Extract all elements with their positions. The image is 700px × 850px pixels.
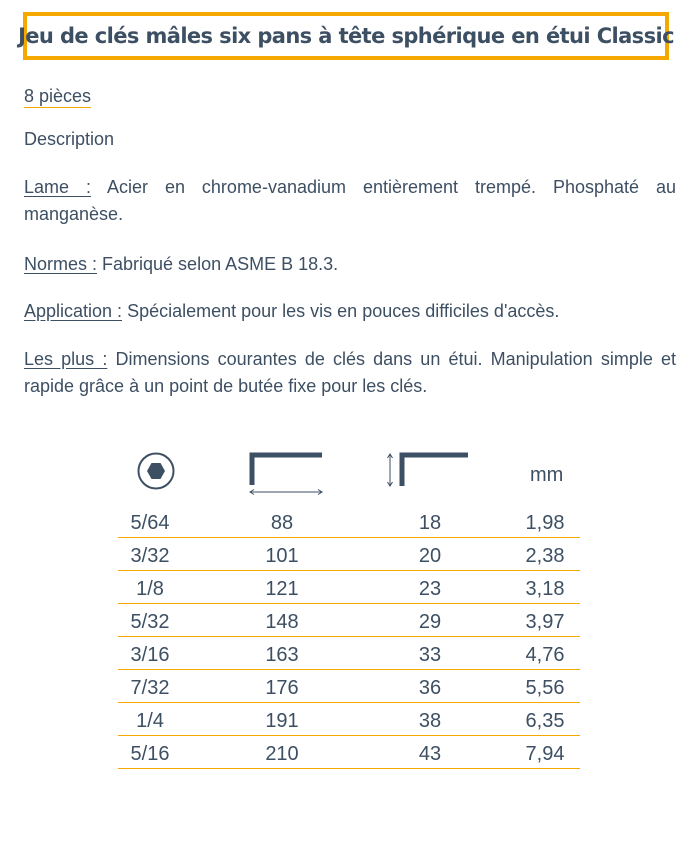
description-heading: Description bbox=[24, 129, 115, 149]
size-inch-cell: 5/16 bbox=[130, 743, 170, 765]
title-box bbox=[18, 12, 674, 60]
plus-label: Les plus : bbox=[24, 349, 108, 369]
short-arm-cell: 38 bbox=[418, 710, 442, 732]
page-title: Jeu de clés mâles six pans à tête sphérique en étui Classic bbox=[18, 24, 674, 48]
size-mm-cell: 6,35 bbox=[525, 710, 565, 732]
long-arm-cell: 88 bbox=[270, 512, 294, 534]
long-arm-cell: 210 bbox=[265, 743, 299, 765]
long-arm-cell: 101 bbox=[265, 545, 299, 567]
short-arm-cell: 23 bbox=[418, 578, 442, 600]
lame-section bbox=[24, 174, 676, 228]
size-mm-cell: 3,97 bbox=[525, 611, 565, 633]
plus-text: Dimensions courantes de clés dans un étui. Manipulation simple et rapide grâce à un point de butée fixe pour les clés. bbox=[24, 349, 677, 396]
size-mm-cell: 7,94 bbox=[525, 743, 565, 765]
lame-text: Acier en chrome-vanadium entièrement trempé. Phosphaté au manganèse. bbox=[24, 177, 677, 224]
size-mm-cell: 2,38 bbox=[525, 545, 565, 567]
table-row bbox=[118, 736, 580, 769]
size-mm-cell: 1,98 bbox=[525, 512, 565, 534]
table-row bbox=[118, 670, 580, 703]
size-mm-cell: 4,76 bbox=[525, 644, 565, 666]
dimensions-table bbox=[118, 447, 580, 769]
table-row bbox=[118, 538, 580, 571]
mm-unit-label: mm bbox=[530, 464, 564, 486]
table-row bbox=[118, 571, 580, 604]
size-inch-cell: 7/32 bbox=[130, 677, 170, 699]
size-inch-cell: 3/16 bbox=[130, 644, 170, 666]
normes-text: Fabriqué selon ASME B 18.3. bbox=[97, 254, 339, 274]
table-header bbox=[118, 447, 580, 505]
size-inch-cell: 1/8 bbox=[136, 578, 164, 600]
short-arm-cell: 20 bbox=[418, 545, 442, 567]
short-arm-length-icon bbox=[384, 451, 474, 491]
normes-section bbox=[24, 251, 676, 278]
hexagon-icon bbox=[136, 451, 176, 491]
application-section bbox=[24, 298, 676, 325]
long-arm-length-icon bbox=[246, 451, 326, 497]
long-arm-cell: 176 bbox=[265, 677, 299, 699]
short-arm-cell: 36 bbox=[418, 677, 442, 699]
short-arm-cell: 33 bbox=[418, 644, 442, 666]
size-inch-cell: 5/32 bbox=[130, 611, 170, 633]
size-mm-cell: 5,56 bbox=[525, 677, 565, 699]
long-arm-cell: 191 bbox=[265, 710, 299, 732]
lame-label: Lame : bbox=[24, 177, 91, 197]
plus-section bbox=[24, 346, 676, 400]
long-arm-cell: 148 bbox=[265, 611, 299, 633]
pieces-count: 8 pièces bbox=[24, 86, 92, 106]
table-row bbox=[118, 703, 580, 736]
table-body bbox=[118, 505, 580, 769]
long-arm-cell: 121 bbox=[265, 578, 299, 600]
table-row bbox=[118, 637, 580, 670]
short-arm-cell: 43 bbox=[418, 743, 442, 765]
size-inch-cell: 5/64 bbox=[130, 512, 170, 534]
application-text: Spécialement pour les vis en pouces difficiles d'accès. bbox=[122, 301, 560, 321]
normes-label: Normes : bbox=[24, 254, 98, 274]
long-arm-cell: 163 bbox=[265, 644, 299, 666]
size-inch-cell: 1/4 bbox=[136, 710, 164, 732]
short-arm-cell: 18 bbox=[418, 512, 442, 534]
table-row bbox=[118, 505, 580, 538]
size-inch-cell: 3/32 bbox=[130, 545, 170, 567]
table-row bbox=[118, 604, 580, 637]
application-label: Application : bbox=[24, 301, 123, 321]
size-mm-cell: 3,18 bbox=[525, 578, 565, 600]
short-arm-cell: 29 bbox=[418, 611, 442, 633]
